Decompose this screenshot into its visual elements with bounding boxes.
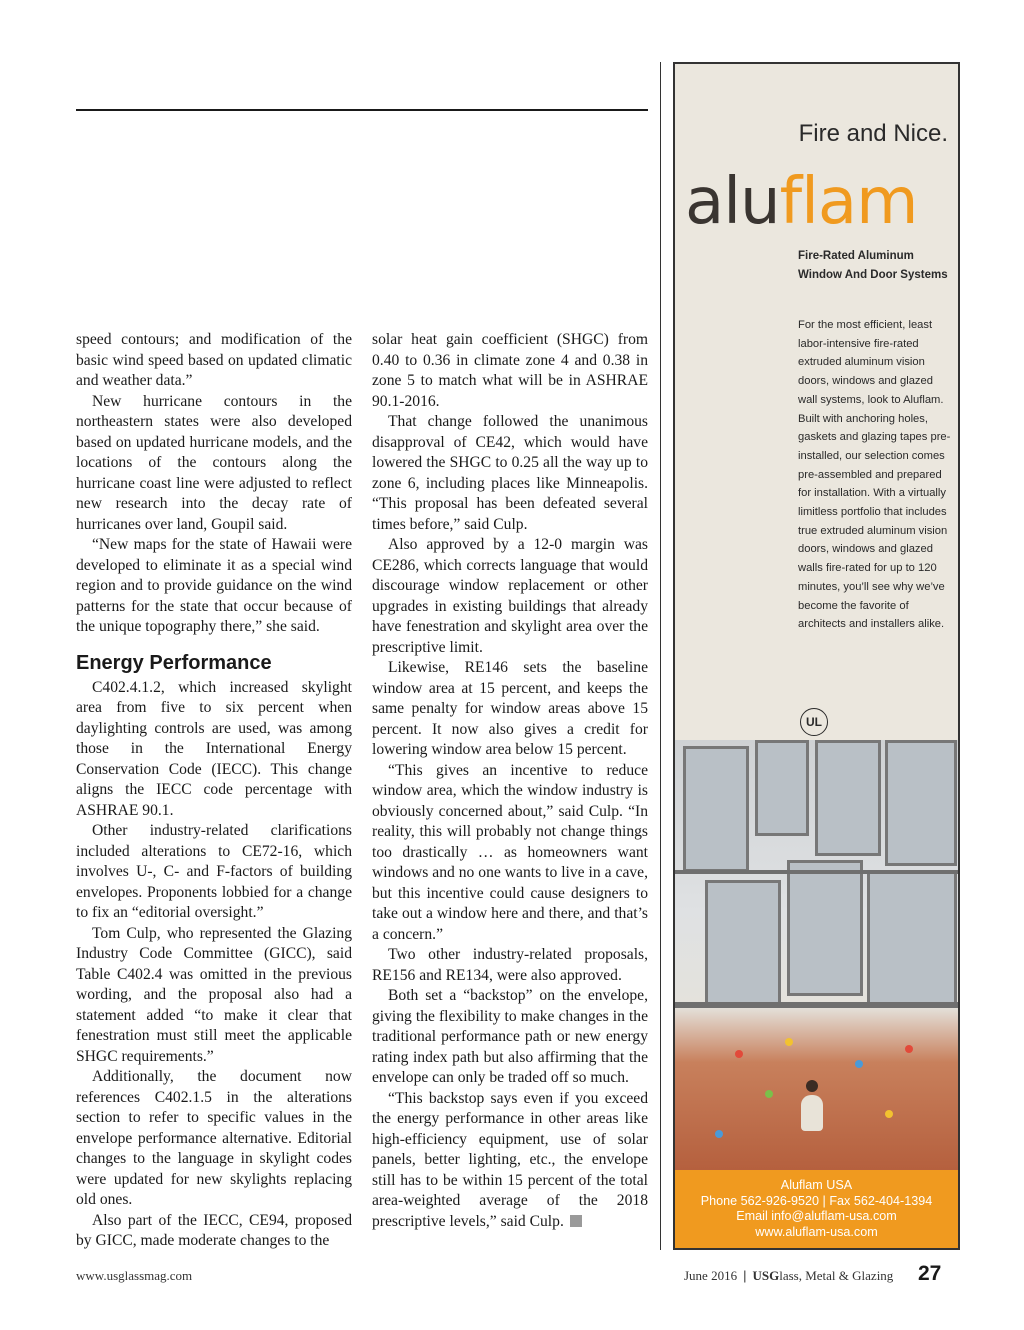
paragraph: “This gives an incentive to reduce window area, which the window industry is obviously concerned about,” said Culp. “In reality, this will probably not change things too drastically … as homeowners want windows and no one wants to live in a cave, but this incentive could cause designers to take out a window here and there, and that’s a concern.” <box>372 761 648 943</box>
top-rule <box>76 109 648 111</box>
footer-date: June 2016 <box>684 1268 738 1283</box>
footer-url[interactable]: www.usglassmag.com <box>76 1268 193 1283</box>
section-heading: Energy Performance <box>76 651 272 674</box>
paragraph: C402.4.1.2, which increased skylight area from five to six percent when daylighting controls are used, was among those in the International Energy Conservation Code (IECC). This change aligns the IECC code percentage with ASHRAE 90.1. <box>76 678 352 819</box>
logo-part-alu: alu <box>685 165 780 239</box>
article-column-2 <box>372 330 648 1232</box>
paragraph: That change followed the unanimous disapproval of CE42, which would have lowered the SHGC to 0.25 all the way up to zone 6, including places like Minneapolis. “This proposal has been defeated several times before,” said Culp. <box>372 413 648 533</box>
ad-subtitle: Fire-Rated Aluminum Window And Door Systems <box>798 250 948 281</box>
ad-body-text: For the most efficient, least labor-intensive fire-rated extruded aluminum vision doors, windows and glazed wall systems, look to Aluflam. Built with anchoring holes, gaskets and glazing tapes pre-installed, our selection comes pre-assembled and prepared for installation. With a virtually limitless portfolio that includes true extruded aluminum vision doors, windows and glazed walls fire-rated for up to 120 minutes, you’ll see why we’ve become the favorite of architects and installers alike. <box>798 319 951 631</box>
ad-email[interactable]: Email info@aluflam-usa.com <box>736 1209 897 1224</box>
aluflam-logo <box>685 166 917 238</box>
footer-magazine-prefix: USG <box>752 1268 780 1283</box>
paragraph: Also approved by a 12-0 margin was CE286, which corrects language that would discourage window replacement or other upgrades in existing buildings that already have fenestration and skylight area over the prescriptive limit. <box>372 536 648 656</box>
footer-issue <box>684 1268 893 1284</box>
advertisement[interactable] <box>673 62 960 1250</box>
climbing-wall-photo <box>675 740 958 1170</box>
logo-part-flam: flam <box>779 165 918 239</box>
end-mark-icon <box>570 1215 582 1227</box>
paragraph: Both set a “backstop” on the envelope, giving the flexibility to make changes in the traditional performance path or new energy rating index path but also affirming that the envelope can only be traded off so much. <box>372 987 648 1086</box>
paragraph: New hurricane contours in the northeastern states were also developed based on updated hurricane models, and the locations of the contours along the hurricane coast line were adjusted to reflect new research into the decay rate of hurricanes over land, Goupil said. <box>76 392 352 533</box>
ad-phone-fax: Phone 562-926-9520 | Fax 562-404-1394 <box>700 1193 933 1208</box>
paragraph: Tom Culp, who represented the Glazing Industry Code Committee (GICC), said Table C402.4 was omitted in the previous wording, and the proposal also had a statement added “to make it clear that fenestration must still meet the applicable SHGC requirements.” <box>76 924 352 1065</box>
paragraph <box>372 1089 648 1233</box>
ad-company: Aluflam USA <box>780 1178 853 1192</box>
paragraph: solar heat gain coefficient (SHGC) from 0.40 to 0.36 in climate zone 4 and 0.38 in zone 5 to match what will be in ASHRAE 90.1-2016. <box>372 331 648 410</box>
footer-magazine-name: lass, Metal & Glazing <box>779 1268 894 1283</box>
ad-website[interactable]: www.aluflam-usa.com <box>755 1224 878 1239</box>
ul-certification-icon: UL <box>800 708 828 736</box>
paragraph: Additionally, the document now references C402.1.5 in the alterations section to refer to specific values in the envelope performance alternative. Editorial changes to the language in skylight codes were updated for new skylights replacing old ones. <box>76 1068 352 1208</box>
paragraph: Other industry-related clarifications included alterations to CE72-16, which involves U-, C- and F-factors of building envelopes. Proponents lobbied for a change to fix an “editorial oversight.” <box>76 822 352 921</box>
paragraph: “New maps for the state of Hawaii were developed to eliminate it as a special wind region and to provide guidance on the wind patterns for the state that occur because of the unique topography there,” she said. <box>76 536 352 635</box>
footer-separator: | <box>743 1268 747 1283</box>
ad-tagline: Fire and Nice. <box>798 120 948 147</box>
paragraph: speed contours; and modification of the basic wind speed based on updated climatic and weather data.” <box>76 331 352 389</box>
ad-contact-box[interactable] <box>675 1170 958 1248</box>
article-column-1 <box>76 330 352 1252</box>
paragraph-text: “This backstop says even if you exceed the energy performance in other areas like high-efficiency equipment, use of solar panels, better lighting, etc., the envelope still has to be within 15 percent of the total area-weighted average of the 2018 prescriptive levels,” said Culp. <box>372 1089 648 1230</box>
paragraph: Two other industry-related proposals, RE156 and RE134, were also approved. <box>372 946 648 984</box>
paragraph: Likewise, RE146 sets the baseline window area at 15 percent, and keeps the same penalty for window areas above 15 percent. It now also gives a credit for lowering window area below 15 percent. <box>372 659 648 758</box>
paragraph: Also part of the IECC, CE94, proposed by GICC, made moderate changes to the <box>76 1211 352 1249</box>
column-divider <box>660 62 661 1250</box>
page-number: 27 <box>918 1262 942 1285</box>
